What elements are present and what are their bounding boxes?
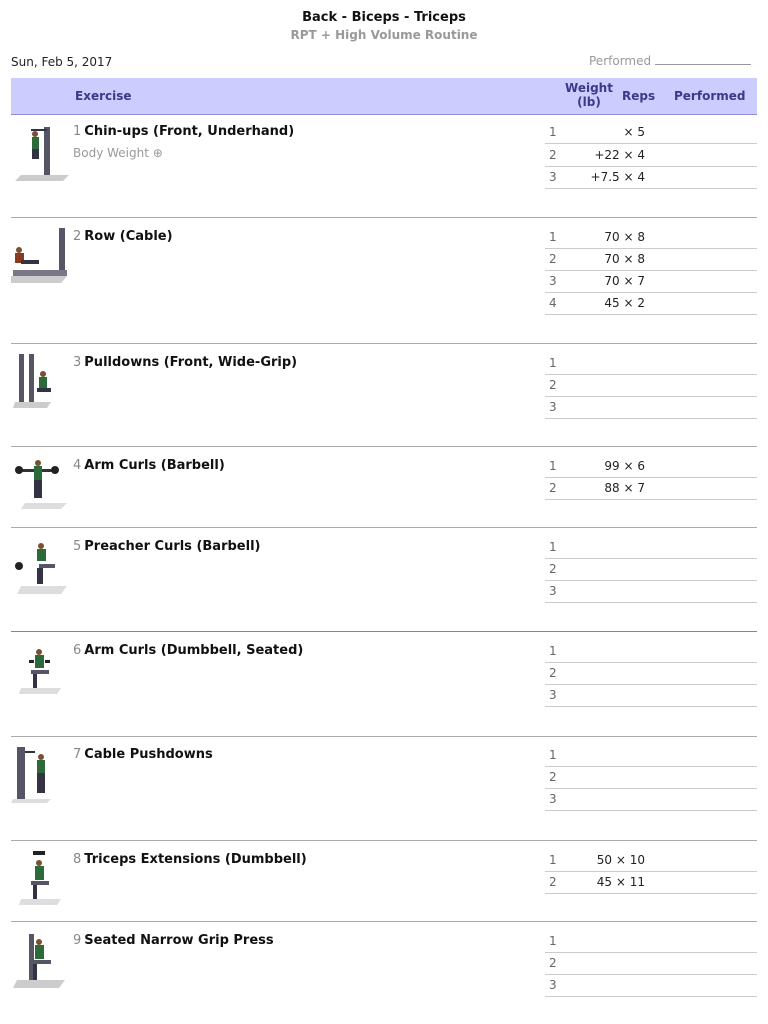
set-row[interactable] xyxy=(545,536,757,559)
set-number: 3 xyxy=(549,792,557,806)
set-row[interactable] xyxy=(545,684,757,707)
dumbbell-curl-illustration-icon xyxy=(11,642,69,700)
cable-pushdown-illustration-icon xyxy=(11,745,69,803)
set-row[interactable] xyxy=(545,930,757,953)
preacher-curl-illustration-icon xyxy=(11,538,69,596)
set-number: 3 xyxy=(549,170,557,184)
exercise-name[interactable]: 3 Pulldowns (Front, Wide-Grip) xyxy=(73,355,298,370)
set-number: 3 xyxy=(549,274,557,288)
column-header-exercise: Exercise xyxy=(75,89,132,103)
exercise-name[interactable]: 2 Row (Cable) xyxy=(73,229,173,244)
set-row[interactable] xyxy=(545,974,757,997)
set-row[interactable] xyxy=(545,455,757,478)
set-row[interactable] xyxy=(545,788,757,811)
table-header xyxy=(11,78,757,115)
performed-label: Performed xyxy=(589,54,652,68)
set-row[interactable] xyxy=(545,477,757,500)
set-number: 1 xyxy=(549,540,557,554)
set-number: 1 xyxy=(549,934,557,948)
triceps-extension-illustration-icon xyxy=(11,851,69,909)
set-row[interactable] xyxy=(545,396,757,419)
exercise-name[interactable]: 7 Cable Pushdowns xyxy=(73,747,213,762)
set-number: 1 xyxy=(549,748,557,762)
set-weight-reps: 50 × 10 xyxy=(596,853,645,867)
set-weight-reps: 70 × 7 xyxy=(604,274,645,288)
set-number: 4 xyxy=(549,296,557,310)
exercise-row xyxy=(11,922,757,1022)
set-number: 1 xyxy=(549,853,557,867)
set-row[interactable] xyxy=(545,766,757,789)
exercise-name[interactable]: 8 Triceps Extensions (Dumbbell) xyxy=(73,852,307,867)
set-row[interactable] xyxy=(545,640,757,663)
exercise-row xyxy=(11,218,757,344)
exercise-name[interactable]: 4 Arm Curls (Barbell) xyxy=(73,458,225,473)
set-row[interactable] xyxy=(545,248,757,271)
exercise-name[interactable]: 5 Preacher Curls (Barbell) xyxy=(73,539,261,554)
set-weight-reps: 88 × 7 xyxy=(604,481,645,495)
set-row[interactable] xyxy=(545,871,757,894)
set-number: 3 xyxy=(549,688,557,702)
set-row[interactable] xyxy=(545,270,757,293)
set-row[interactable] xyxy=(545,744,757,767)
set-weight-reps: 45 × 11 xyxy=(596,875,645,889)
set-row[interactable] xyxy=(545,292,757,315)
set-number: 1 xyxy=(549,459,557,473)
column-header-weight xyxy=(563,81,615,109)
set-weight-reps: +22 × 4 xyxy=(594,148,645,162)
set-row[interactable] xyxy=(545,374,757,397)
set-number: 2 xyxy=(549,875,557,889)
routine-subtitle: RPT + High Volume Routine xyxy=(290,28,478,42)
set-number: 1 xyxy=(549,644,557,658)
set-row[interactable] xyxy=(545,849,757,872)
set-row[interactable] xyxy=(545,952,757,975)
set-weight-reps: × 5 xyxy=(623,125,645,139)
exercise-name[interactable]: 6 Arm Curls (Dumbbell, Seated) xyxy=(73,643,304,658)
column-header-weight-line2: (lb) xyxy=(577,95,601,109)
exercise-row xyxy=(11,344,757,447)
set-weight-reps: 70 × 8 xyxy=(604,230,645,244)
set-number: 2 xyxy=(549,562,557,576)
set-weight-reps: 45 × 2 xyxy=(604,296,645,310)
set-number: 2 xyxy=(549,956,557,970)
set-row[interactable] xyxy=(545,121,757,144)
set-number: 2 xyxy=(549,148,557,162)
performed-date-field[interactable] xyxy=(589,54,751,68)
set-row[interactable] xyxy=(545,352,757,375)
chin-ups-illustration-icon xyxy=(11,125,69,183)
set-weight-reps: 70 × 8 xyxy=(604,252,645,266)
set-weight-reps: +7.5 × 4 xyxy=(590,170,645,184)
set-row[interactable] xyxy=(545,662,757,685)
exercise-name[interactable]: 9 Seated Narrow Grip Press xyxy=(73,933,274,948)
column-header-reps: Reps xyxy=(622,89,656,103)
workout-date: Sun, Feb 5, 2017 xyxy=(11,55,113,69)
performed-blank-line xyxy=(655,54,751,65)
set-number: 2 xyxy=(549,252,557,266)
narrow-grip-press-illustration-icon xyxy=(11,932,69,990)
exercise-row xyxy=(11,737,757,841)
set-number: 1 xyxy=(549,230,557,244)
column-header-weight-line1: Weight xyxy=(565,81,613,95)
exercise-row xyxy=(11,632,757,737)
page-title: Back - Biceps - Triceps xyxy=(302,10,466,25)
set-number: 2 xyxy=(549,378,557,392)
set-number: 1 xyxy=(549,356,557,370)
set-number: 2 xyxy=(549,481,557,495)
exercise-row xyxy=(11,115,757,218)
set-number: 2 xyxy=(549,770,557,784)
cable-row-illustration-icon xyxy=(11,226,69,284)
set-row[interactable] xyxy=(545,166,757,189)
set-number: 1 xyxy=(549,125,557,139)
exercise-row xyxy=(11,447,757,528)
exercise-name[interactable]: 1 Chin-ups (Front, Underhand) xyxy=(73,124,295,139)
exercise-row xyxy=(11,528,757,632)
exercise-note: Body Weight ⊕ xyxy=(73,146,163,160)
set-row[interactable] xyxy=(545,558,757,581)
pulldown-illustration-icon xyxy=(11,352,69,410)
set-number: 2 xyxy=(549,666,557,680)
set-weight-reps: 99 × 6 xyxy=(604,459,645,473)
set-number: 3 xyxy=(549,584,557,598)
exercise-row xyxy=(11,841,757,922)
set-row[interactable] xyxy=(545,144,757,167)
column-header-performed: Performed xyxy=(674,89,746,103)
set-number: 3 xyxy=(549,978,557,992)
set-row[interactable] xyxy=(545,226,757,249)
set-row[interactable] xyxy=(545,580,757,603)
set-number: 3 xyxy=(549,400,557,414)
barbell-curl-illustration-icon xyxy=(11,455,69,513)
